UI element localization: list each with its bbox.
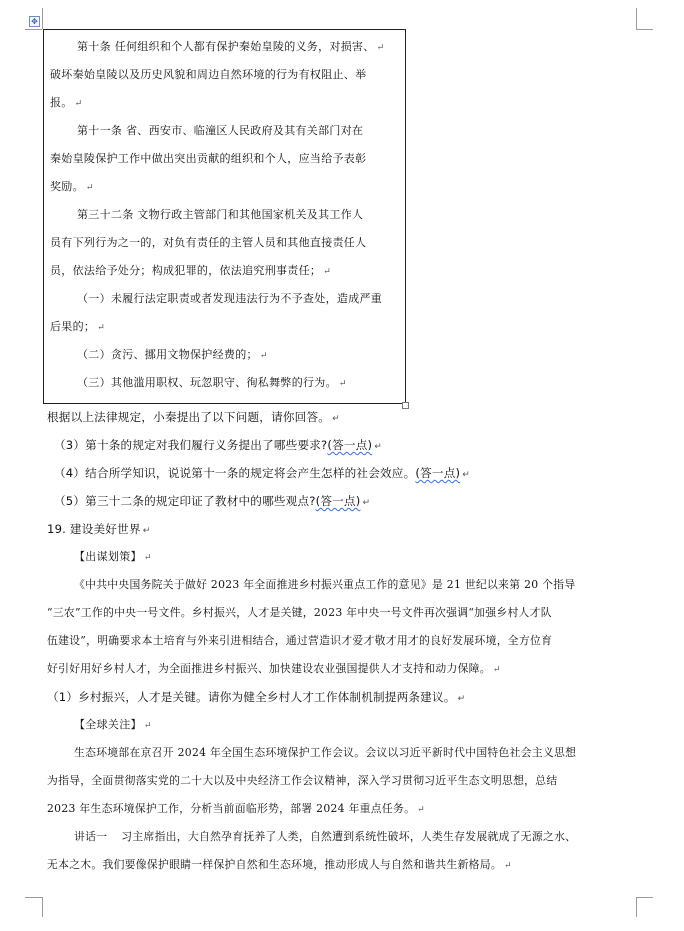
label-quanqiu: 【全球关注】 ↵ [74,718,152,731]
law-line: 报。 ↵ [50,96,83,109]
law-line: 秦始皇陵保护工作中做出突出贡献的组织和个人，应当给予表彰 [50,152,367,165]
speech-paragraph-line: 无本之木。我们要像保护眼睛一样保护自然和生态环境，推动形成人与自然和谐共生新格局。 ↵ [47,858,512,871]
policy-paragraph-line: 《中共中央国务院关于做好 2023 年全面推进乡村振兴重点工作的意见》是 21 世纪以来第 20 个指导 [74,578,576,591]
law-line: 奖励。 ↵ [50,180,94,193]
crop-mark-bottom-right-h [636,897,653,898]
questions-intro: 根据以上法律规定，小秦提出了以下问题，请你回答。 ↵ [47,410,340,424]
ecology-paragraph-line: 2023 年生态环境保护工作，分析当前面临形势，部署 2024 年重点任务。 ↵ [47,802,426,815]
section-19-heading: 19. 建设美好世界 ↵ [47,522,151,536]
ecology-paragraph-line: 生态环境部在京召开 2024 年全国生态环境保护工作会议。会议以习近平新时代中国特色社会主义思想 [74,746,577,759]
crop-mark-bottom-left-v [42,897,43,917]
policy-paragraph-line: “三农”工作的中央一号文件。乡村振兴，人才是关键，2023 年中央一号文件再次强调“加强乡村人才队 [47,606,552,619]
label-chumou: 【出谋划策】 ↵ [74,550,152,563]
law-line: 员有下列行为之一的，对负有责任的主管人员和其他直接责任人 [50,236,367,249]
ecology-paragraph-line: 为指导，全面贯彻落实党的二十大以及中央经济工作会议精神，深入学习贯彻习近平生态文明思想，总结 [47,774,558,787]
question-4: （4）结合所学知识，说说第十一条的规定将会产生怎样的社会效应。(答一点) ↵ [54,466,470,480]
crop-mark-bottom-right-v [636,897,637,917]
law-line: （二）贪污、挪用文物保护经费的； ↵ [77,348,268,361]
law-line: 第三十二条 文物行政主管部门和其他国家机关及其工作人 [77,208,364,221]
law-line: （三）其他滥用职权、玩忽职守、徇私舞弊的行为。 ↵ [77,376,347,389]
law-line: 破坏秦始皇陵以及历史风貌和周边自然环境的行为有权阻止、举 [50,68,367,81]
policy-paragraph-line: 伍建设”，明确要求本土培育与外来引进相结合，通过营造识才爱才敬才用才的良好发展环境，全方位育 [47,634,553,647]
law-line: 员，依法给予处分；构成犯罪的，依法追究刑事责任； ↵ [50,264,332,277]
law-line: 后果的； ↵ [50,320,106,333]
question-1: （1）乡村振兴，人才是关键。请你为健全乡村人才工作体制机制提两条建议。 ↵ [47,690,466,704]
question-3: （3）第十条的规定对我们履行义务提出了哪些要求?(答一点) ↵ [54,438,382,452]
crop-mark-top-left-h [25,29,42,30]
crop-mark-bottom-left-h [25,897,42,898]
table-resize-handle[interactable] [402,402,409,409]
crop-mark-top-right-h [636,29,653,30]
crop-mark-top-left-v [42,8,43,29]
policy-paragraph-line: 好引好用好乡村人才，为全面推进乡村振兴、加快建设农业强国提供人才支持和动力保障。 ↵ [47,662,501,675]
speech-paragraph-line: 讲话一 习主席指出，大自然孕育抚养了人类，自然遭到系统性破坏，人类生存发展就成了无源之水、 [74,830,577,843]
law-line: 第十条 任何组织和个人都有保护秦始皇陵的义务，对损害、 ↵ [77,40,385,53]
question-5: （5）第三十二条的规定印证了教材中的哪些观点?(答一点) ↵ [54,494,371,508]
crop-mark-top-right-v [636,8,637,29]
law-line: 第十一条 省、西安市、临潼区人民政府及其有关部门对在 [77,124,364,137]
table-move-handle-icon[interactable]: ✥ [29,16,40,27]
law-line: （一）未履行法定职责或者发现违法行为不予查处，造成严重 [77,292,383,305]
